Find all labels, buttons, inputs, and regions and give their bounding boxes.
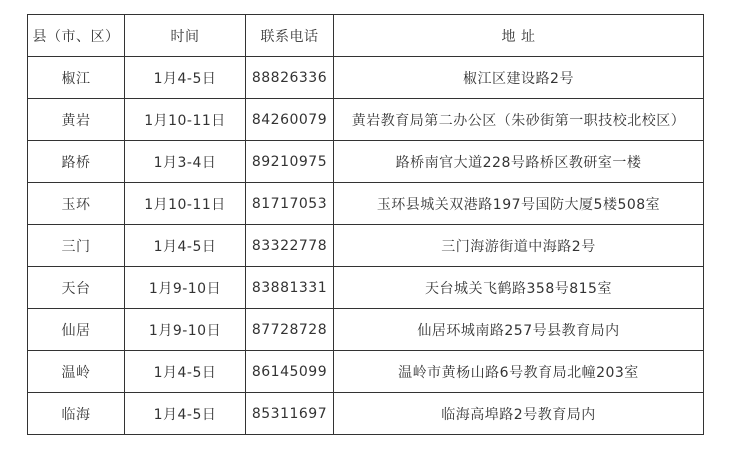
cell-county: 临海 [28, 393, 125, 435]
cell-county: 三门 [28, 225, 125, 267]
table-row [28, 183, 704, 225]
cell-address: 三门海游街道中海路2号 [334, 225, 704, 267]
cell-county: 仙居 [28, 309, 125, 351]
cell-time: 1月4-5日 [125, 225, 246, 267]
column-header-phone: 联系电话 [246, 15, 334, 57]
cell-time: 1月4-5日 [125, 393, 246, 435]
cell-time: 1月3-4日 [125, 141, 246, 183]
cell-address: 临海高埠路2号教育局内 [334, 393, 704, 435]
table-row [28, 57, 704, 99]
table-row [28, 309, 704, 351]
cell-phone: 89210975 [246, 141, 334, 183]
cell-county: 天台 [28, 267, 125, 309]
cell-time: 1月4-5日 [125, 351, 246, 393]
cell-county: 路桥 [28, 141, 125, 183]
cell-address: 天台城关飞鹤路358号815室 [334, 267, 704, 309]
table-row [28, 393, 704, 435]
cell-address: 椒江区建设路2号 [334, 57, 704, 99]
table-row [28, 141, 704, 183]
cell-time: 1月4-5日 [125, 57, 246, 99]
cell-phone: 86145099 [246, 351, 334, 393]
cell-county: 玉环 [28, 183, 125, 225]
table-row [28, 99, 704, 141]
cell-address: 黄岩教育局第二办公区（朱砂街第一职技校北校区） [334, 99, 704, 141]
cell-phone: 88826336 [246, 57, 334, 99]
cell-time: 1月9-10日 [125, 309, 246, 351]
cell-county: 黄岩 [28, 99, 125, 141]
table-row [28, 267, 704, 309]
table-row [28, 351, 704, 393]
cell-phone: 85311697 [246, 393, 334, 435]
contact-table-container [27, 14, 704, 435]
cell-address: 温岭市黄杨山路6号教育局北幢203室 [334, 351, 704, 393]
column-header-address: 地 址 [334, 15, 704, 57]
cell-phone: 83322778 [246, 225, 334, 267]
cell-time: 1月9-10日 [125, 267, 246, 309]
cell-address: 仙居环城南路257号县教育局内 [334, 309, 704, 351]
cell-phone: 87728728 [246, 309, 334, 351]
table-header-row [28, 15, 704, 57]
table-row [28, 225, 704, 267]
cell-time: 1月10-11日 [125, 183, 246, 225]
column-header-time: 时间 [125, 15, 246, 57]
cell-county: 温岭 [28, 351, 125, 393]
cell-time: 1月10-11日 [125, 99, 246, 141]
cell-phone: 83881331 [246, 267, 334, 309]
cell-address: 玉环县城关双港路197号国防大厦5楼508室 [334, 183, 704, 225]
cell-phone: 84260079 [246, 99, 334, 141]
cell-county: 椒江 [28, 57, 125, 99]
cell-phone: 81717053 [246, 183, 334, 225]
cell-address: 路桥南官大道228号路桥区教研室一楼 [334, 141, 704, 183]
contact-table [27, 14, 704, 435]
column-header-county: 县（市、区） [28, 15, 125, 57]
